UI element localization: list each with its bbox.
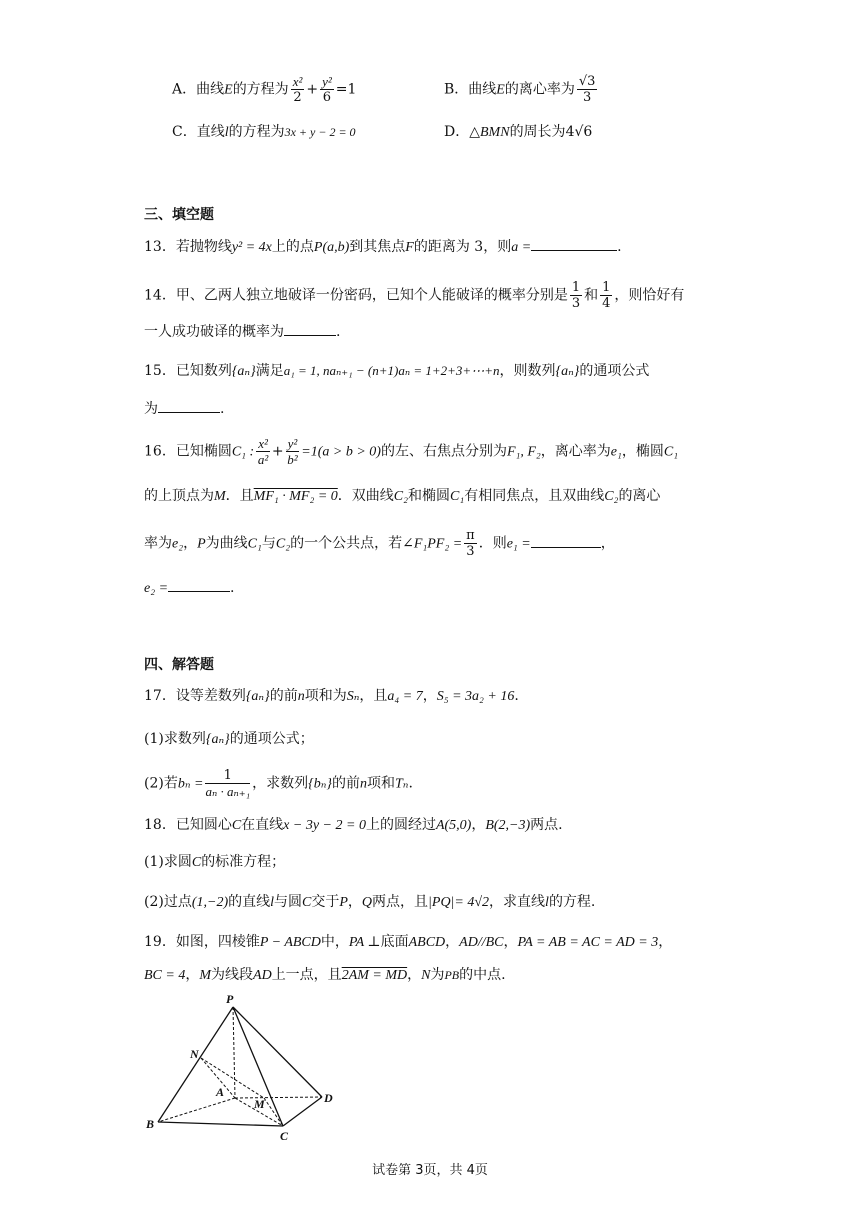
- q17-text: 的通项公式；: [229, 731, 314, 747]
- option-d: [444, 122, 592, 143]
- var-l: l: [224, 125, 229, 140]
- question-19-line-1: [144, 932, 672, 953]
- fraction-num: π: [466, 528, 475, 543]
- q17-text: 的前: [269, 688, 298, 704]
- segment-nm: [201, 1058, 264, 1098]
- option-d-text: 的周长为: [509, 124, 566, 140]
- fraction-num: y²: [322, 74, 332, 89]
- period: .: [220, 401, 225, 417]
- q18-text: 两点，且: [372, 894, 429, 910]
- q13-math: P(a,b): [313, 240, 350, 255]
- q18-math: C: [231, 818, 242, 833]
- q19-text: 的中点.: [459, 967, 506, 983]
- fraction-num: x²: [258, 436, 268, 451]
- q16-text: 的离心: [618, 488, 661, 504]
- q16-math: F₁, F₂: [506, 444, 541, 460]
- q19-math: PA ⊥: [348, 935, 381, 950]
- q17-math: S₅ = 3a₂ + 16: [436, 689, 515, 704]
- q19-math: BC = 4: [144, 968, 186, 983]
- q16-math: C₁: [247, 536, 262, 552]
- q17-text: 项和为: [304, 688, 347, 704]
- option-b-label: B．曲线: [444, 81, 497, 98]
- q19-math: PB: [444, 968, 460, 982]
- fraction-pi-3: [464, 528, 477, 559]
- q17-math: n: [360, 776, 368, 792]
- edge-ad: [235, 1097, 322, 1098]
- plus: +: [271, 443, 284, 460]
- fraction-den: 3: [583, 90, 592, 105]
- q18-text: ，: [471, 817, 486, 833]
- question-18-part-2: [144, 892, 595, 913]
- q18-text: 两点.: [530, 817, 563, 833]
- section-heading-fill-in: 三、填空题: [144, 207, 214, 223]
- q17-text: (1)求数列: [144, 731, 206, 747]
- q16-text: 的一个公共点，若: [290, 535, 403, 552]
- q17-text: 的前: [332, 775, 361, 792]
- fraction-num: 1: [205, 768, 250, 784]
- answer-blank[interactable]: [158, 398, 220, 413]
- question-14-line-1: [144, 280, 684, 311]
- q13-math: a =: [511, 240, 532, 255]
- fraction-den: aₙ · aₙ₊₁: [205, 784, 251, 799]
- q17-math: Sₙ: [346, 689, 360, 704]
- edge-pa: [233, 1007, 235, 1098]
- var-e: E: [224, 82, 233, 98]
- q19-math: AD//BC: [459, 935, 504, 950]
- q16-math: e₁: [610, 444, 622, 460]
- question-15-line-1: [144, 361, 649, 382]
- q19-text: 上一点，且: [271, 967, 342, 983]
- q16-text: 有相同焦点，且双曲线: [464, 488, 605, 504]
- pyramid-figure: [140, 990, 360, 1142]
- q14-text: ，则恰好有: [614, 287, 685, 304]
- q19-math: AD: [253, 968, 272, 983]
- fraction-den: 6: [322, 90, 332, 105]
- q19-text: ，: [445, 934, 460, 950]
- q17-math: {aₙ}: [205, 732, 230, 747]
- q18-text: ，求直线: [489, 894, 546, 910]
- fraction-x2-a2: [256, 436, 270, 467]
- question-17: [144, 686, 519, 707]
- q18-text: 上的圆经过: [365, 817, 436, 833]
- q19-text: 为线段: [211, 967, 254, 983]
- question-19-line-2: [144, 965, 506, 986]
- q18-text: ，: [347, 894, 362, 910]
- q18-math: l: [270, 895, 275, 910]
- period: .: [336, 324, 341, 340]
- q16-math: C₁: [663, 444, 679, 460]
- q16-math: =1(a > b > 0): [301, 444, 381, 460]
- q16-text: ，: [183, 535, 198, 552]
- q15-text: 满足: [255, 363, 284, 379]
- fraction-den: b²: [287, 452, 298, 467]
- q16-text: 与: [261, 535, 276, 552]
- q16-vector: MF₁ · MF₂ = 0: [253, 489, 338, 504]
- q19-text: ，: [658, 934, 673, 950]
- answer-blank[interactable]: [284, 321, 336, 336]
- fraction-y2-6: [320, 74, 334, 105]
- q16-text: 16．已知椭圆: [144, 443, 232, 460]
- answer-blank[interactable]: [531, 236, 617, 251]
- fraction-den: 2: [293, 90, 302, 105]
- q19-text: ，: [407, 967, 422, 983]
- q19-text: ，: [185, 967, 200, 983]
- period: .: [408, 775, 413, 792]
- q16-math: P: [197, 536, 206, 552]
- q17-math: bₙ =: [177, 776, 204, 792]
- option-d-label: D．: [444, 124, 470, 140]
- perimeter-value: 4√6: [565, 124, 593, 140]
- line-equation: 3x + y − 2 = 0: [284, 125, 356, 139]
- fraction-x2-2: [291, 74, 305, 105]
- label-n: N: [190, 1047, 199, 1061]
- q19-text: 19．如图，四棱锥: [144, 934, 260, 950]
- question-16-line-2: [144, 486, 660, 507]
- option-a-label: A．曲线: [172, 81, 225, 98]
- q19-math: M: [199, 968, 212, 983]
- q18-text: (2)过点: [144, 894, 192, 910]
- q13-math: y² = 4x: [231, 240, 272, 255]
- q17-text: (2)若: [144, 775, 178, 792]
- q16-math: e₁ =: [506, 536, 531, 552]
- question-13: [144, 236, 622, 258]
- q16-math: M: [214, 489, 226, 504]
- q17-text: 17．设等差数列: [144, 688, 246, 704]
- question-16-line-3: [144, 528, 615, 559]
- comma: ，: [600, 535, 615, 552]
- option-a: [172, 74, 356, 105]
- q16-text: 为曲线: [205, 535, 248, 552]
- q18-math: (1,−2): [191, 895, 229, 910]
- q19-math: PA = AB = AC = AD = 3: [517, 935, 659, 950]
- q14-text: 一人成功破译的概率为: [144, 324, 284, 340]
- q17-text: ，: [422, 688, 437, 704]
- q16-math: e₂: [172, 536, 184, 552]
- q14-text: 和: [584, 287, 599, 304]
- label-b: B: [146, 1117, 155, 1131]
- q16-math: C₂: [393, 489, 408, 504]
- option-b: [444, 74, 599, 105]
- q16-text: ，离心率为: [540, 443, 611, 460]
- fraction-num: √3: [578, 74, 596, 89]
- q16-math: ∠F₁PF₂ =: [402, 536, 463, 552]
- fraction-num: y²: [287, 436, 298, 451]
- fraction-sqrt3-3: [577, 74, 598, 105]
- q15-math: {aₙ}: [231, 364, 256, 379]
- q18-math: Q: [361, 895, 373, 910]
- q15-text: ，则数列: [499, 363, 556, 379]
- q15-math: {aₙ}: [555, 364, 580, 379]
- label-m: M: [254, 1097, 265, 1111]
- q18-text: 与圆: [274, 894, 303, 910]
- q17-math: {bₙ}: [308, 776, 333, 792]
- edge-pd: [233, 1007, 322, 1097]
- q18-text: 18．已知圆心: [144, 817, 232, 833]
- fraction-den: a²: [257, 452, 269, 467]
- q18-text: 的标准方程；: [201, 854, 286, 870]
- period: .: [514, 688, 519, 704]
- period: .: [230, 580, 235, 596]
- fraction-num: 1: [571, 280, 581, 295]
- q18-text: (1)求圆: [144, 854, 192, 870]
- q17-math: n: [297, 689, 305, 704]
- option-a-text: 的方程为: [232, 81, 289, 98]
- option-c: [172, 122, 356, 143]
- question-16-line-4: [144, 577, 234, 599]
- equals-one: =1: [335, 81, 357, 98]
- label-a: A: [216, 1085, 225, 1099]
- q16-math: C₁: [450, 489, 465, 504]
- q13-math: F: [405, 240, 414, 255]
- option-b-text: 的离心率为: [504, 81, 575, 98]
- q18-math: l: [545, 895, 549, 910]
- q16-text: ．双曲线: [337, 488, 394, 504]
- q16-text: ．则: [478, 535, 507, 552]
- q18-text: 在直线: [241, 817, 284, 833]
- fraction-den: 3: [571, 296, 581, 311]
- fraction-num: 1: [602, 280, 611, 295]
- q17-text: ，求数列: [252, 775, 309, 792]
- var-e: E: [496, 82, 505, 98]
- fraction-bn: [205, 768, 250, 799]
- question-18: [144, 815, 563, 836]
- fraction-num: x²: [292, 74, 303, 89]
- answer-blank[interactable]: [168, 577, 230, 592]
- q15-text: 为: [144, 401, 158, 417]
- triangle-bmn: △BMN: [469, 125, 510, 140]
- q13-text: 上的点: [271, 239, 314, 255]
- q19-text: ，: [503, 934, 518, 950]
- label-p: P: [226, 992, 234, 1006]
- page-footer: 试卷第 3页，共 4页: [372, 1163, 488, 1178]
- q15-math: a₁ = 1, naₙ₊₁ − (n+1)aₙ = 1+2+3+⋯+n: [283, 363, 500, 378]
- section-heading-solutions: 四、解答题: [144, 657, 214, 673]
- fraction-den: 3: [466, 544, 475, 559]
- q16-text: ，椭圆: [621, 443, 664, 460]
- q16-text: ．且: [225, 488, 254, 504]
- q18-math: C: [302, 895, 312, 910]
- question-18-part-1: [144, 852, 285, 873]
- q18-math: |PQ|= 4√2: [428, 895, 490, 910]
- q18-text: 交于: [311, 894, 340, 910]
- q18-math: C: [191, 855, 202, 870]
- question-17-part-1: [144, 729, 314, 750]
- q18-math: P: [339, 895, 348, 910]
- q19-vector: 2AM = MD: [341, 968, 408, 983]
- edge-cd: [283, 1097, 322, 1126]
- q14-text: 14．甲、乙两人独立地破译一份密码，已知个人能破译的概率分别是: [144, 287, 568, 304]
- question-16-line-1: [144, 436, 678, 467]
- q16-text: 的上顶点为: [144, 488, 214, 504]
- q16-text: 和椭圆: [408, 488, 450, 504]
- q17-math: {aₙ}: [245, 689, 270, 704]
- edge-pb: [158, 1007, 233, 1122]
- q18-text: 的方程.: [548, 894, 596, 910]
- q19-text: 底面: [380, 934, 409, 950]
- edge-bc: [158, 1122, 283, 1126]
- option-c-text: 的方程为: [228, 124, 285, 140]
- q18-math: B(2,−3): [485, 818, 531, 833]
- q13-text: 的距离为 3，则: [413, 239, 512, 255]
- q18-text: 的直线: [228, 894, 271, 910]
- q19-math: N: [421, 968, 431, 983]
- q18-math: x − 3y − 2 = 0: [283, 818, 366, 833]
- q17-math: Tₙ: [395, 776, 409, 792]
- q13-text: 到其焦点: [349, 239, 406, 255]
- edge-ab: [158, 1098, 235, 1122]
- plus: +: [306, 81, 319, 98]
- fraction-den: 4: [602, 296, 611, 311]
- fraction-1-4: [600, 280, 612, 311]
- label-d: D: [324, 1091, 333, 1105]
- q17-text: ，且: [359, 688, 388, 704]
- q17-math: a₄ = 7: [387, 689, 423, 704]
- q19-text: 中，: [320, 934, 349, 950]
- q16-math: C₂: [275, 536, 291, 552]
- question-14-line-2: [144, 321, 340, 342]
- q19-text: 为: [430, 967, 445, 983]
- q15-text: 15．已知数列: [144, 363, 232, 379]
- q15-text: 的通项公式: [579, 363, 650, 379]
- fraction-1-3: [570, 280, 582, 311]
- question-17-part-2: [144, 768, 413, 799]
- q13-text: 13．若抛物线: [144, 239, 232, 255]
- q19-math: P − ABCD: [259, 935, 321, 950]
- period: .: [617, 239, 622, 255]
- q16-math: C₁ :: [231, 444, 255, 460]
- label-c: C: [280, 1129, 289, 1142]
- q18-math: A(5,0): [435, 818, 472, 833]
- q16-math: C₂: [604, 489, 619, 504]
- q16-text: 率为: [144, 535, 172, 552]
- q16-math: e₂ =: [144, 581, 169, 596]
- q17-text: 项和: [367, 775, 396, 792]
- q16-text: 的左、右焦点分别为: [380, 443, 507, 460]
- answer-blank[interactable]: [531, 533, 601, 548]
- q19-math: ABCD: [408, 935, 446, 950]
- question-15-line-2: [144, 398, 224, 419]
- fraction-y2-b2: [286, 436, 300, 467]
- option-c-label: C．直线: [172, 124, 225, 140]
